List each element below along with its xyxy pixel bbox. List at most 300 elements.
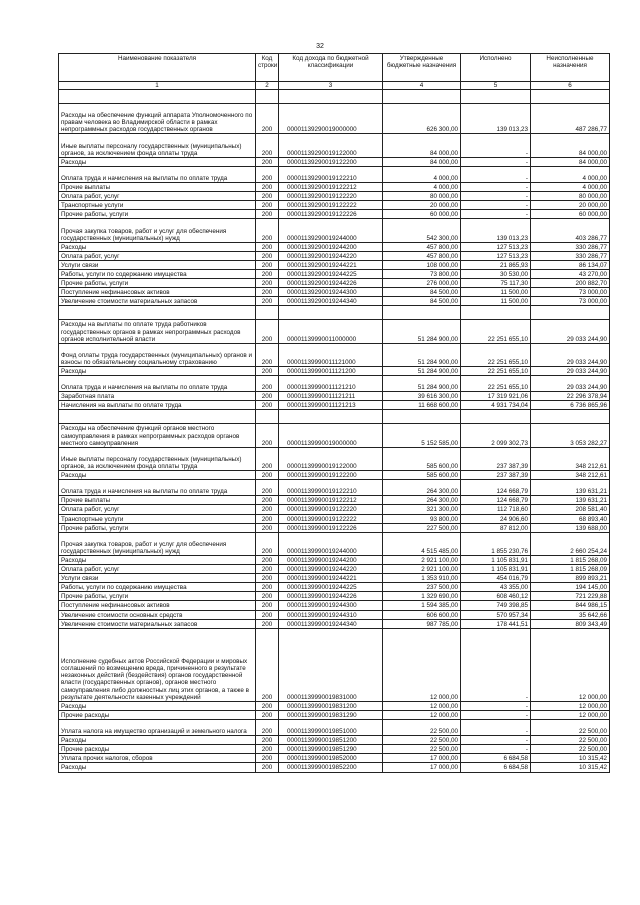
table-row <box>59 754 610 763</box>
row-name: Транспортные услуги <box>59 201 256 210</box>
spacer-cell <box>59 90 256 104</box>
spacer-cell <box>531 410 610 424</box>
row-name: Расходы на выплаты по оплате труда работников государственных органов в рамках непрограммных расходов органов исполнительной власти <box>59 320 256 343</box>
row-name: Расходы <box>59 701 256 710</box>
row-executed: 1 105 831,91 <box>461 556 531 565</box>
row-executed: 237 387,39 <box>461 447 531 470</box>
table-row <box>59 288 610 297</box>
row-line-code: 200 <box>256 763 279 772</box>
table-row <box>59 210 610 219</box>
table-row <box>59 366 610 375</box>
row-name: Услуги связи <box>59 574 256 583</box>
row-remaining: 348 212,61 <box>531 447 610 470</box>
row-approved: 80 000,00 <box>383 192 461 201</box>
row-line-code: 200 <box>256 471 279 480</box>
row-remaining: 22 296 378,94 <box>531 392 610 401</box>
table-row <box>59 297 610 306</box>
row-name: Иные выплаты персоналу государственных (муниципальных) органов, за исключением фонда оплаты труда <box>59 447 256 470</box>
row-remaining: 29 033 244,90 <box>531 366 610 375</box>
table-row <box>59 192 610 201</box>
row-executed: 6 684,58 <box>461 763 531 772</box>
row-name: Прочие работы, услуги <box>59 523 256 532</box>
row-executed: 22 251 655,10 <box>461 343 531 366</box>
row-classification-code: 00001139990019851200 <box>279 736 383 745</box>
row-classification-code: 00001139990019244221 <box>279 574 383 583</box>
column-index: 2 <box>256 82 279 90</box>
row-approved: 51 284 900,00 <box>383 343 461 366</box>
row-name: Расходы <box>59 736 256 745</box>
row-executed: 237 387,39 <box>461 471 531 480</box>
spacer-cell <box>461 306 531 320</box>
row-executed: 1 105 831,91 <box>461 565 531 574</box>
row-approved: 1 329 690,00 <box>383 592 461 601</box>
row-name: Прочие расходы <box>59 710 256 719</box>
row-line-code: 200 <box>256 701 279 710</box>
row-approved: 1 353 910,00 <box>383 574 461 583</box>
table-row <box>59 523 610 532</box>
row-remaining: 60 000,00 <box>531 210 610 219</box>
row-executed: 127 513,23 <box>461 242 531 251</box>
row-classification-code: 00001139290019000000 <box>279 104 383 134</box>
spacer-cell <box>256 90 279 104</box>
row-name: Прочие работы, услуги <box>59 210 256 219</box>
row-approved: 93 800,00 <box>383 514 461 523</box>
row-remaining: 20 000,00 <box>531 201 610 210</box>
table-row <box>59 424 610 447</box>
header-line-code: Код строки <box>256 54 279 82</box>
row-classification-code: 00001139290019244200 <box>279 242 383 251</box>
row-remaining: 84 000,00 <box>531 157 610 166</box>
row-approved: 22 500,00 <box>383 745 461 754</box>
row-classification-code: 00001139990019244200 <box>279 556 383 565</box>
row-approved: 12 000,00 <box>383 628 461 701</box>
spacer-cell <box>279 410 383 424</box>
row-classification-code: 00001139290019244221 <box>279 260 383 269</box>
row-line-code: 200 <box>256 401 279 410</box>
row-name: Расходы <box>59 471 256 480</box>
row-line-code: 200 <box>256 134 279 157</box>
spacer-cell <box>256 410 279 424</box>
row-executed: 749 398,85 <box>461 601 531 610</box>
row-line-code: 200 <box>256 242 279 251</box>
row-approved: 626 300,00 <box>383 104 461 134</box>
row-approved: 12 000,00 <box>383 701 461 710</box>
table-row <box>59 583 610 592</box>
row-line-code: 200 <box>256 523 279 532</box>
row-executed: 22 251 655,10 <box>461 320 531 343</box>
row-name: Увеличение стоимости основных средств <box>59 610 256 619</box>
row-remaining: 22 500,00 <box>531 736 610 745</box>
row-name: Оплата работ, услуг <box>59 505 256 514</box>
row-line-code: 200 <box>256 556 279 565</box>
row-line-code: 200 <box>256 710 279 719</box>
table-row <box>59 745 610 754</box>
row-name: Начисления на выплаты по оплате труда <box>59 401 256 410</box>
spacer-cell <box>383 90 461 104</box>
row-approved: 17 000,00 <box>383 754 461 763</box>
row-approved: 108 000,00 <box>383 260 461 269</box>
row-executed: 1 855 230,76 <box>461 532 531 555</box>
row-classification-code: 00001139290019244226 <box>279 279 383 288</box>
spacer-row <box>59 410 610 424</box>
row-name: Расходы <box>59 157 256 166</box>
row-approved: 2 921 100,00 <box>383 565 461 574</box>
table-row <box>59 496 610 505</box>
row-remaining: 84 000,00 <box>531 134 610 157</box>
row-line-code: 200 <box>256 320 279 343</box>
row-name: Поступление нефинансовых активов <box>59 601 256 610</box>
row-name: Увеличение стоимости материальных запасов <box>59 619 256 628</box>
row-remaining: 721 229,88 <box>531 592 610 601</box>
row-remaining: 35 642,66 <box>531 610 610 619</box>
row-approved: 542 300,00 <box>383 219 461 242</box>
row-executed: 22 251 655,10 <box>461 376 531 392</box>
row-classification-code: 00001139990019852000 <box>279 754 383 763</box>
row-classification-code: 00001139990019244220 <box>279 565 383 574</box>
table-row <box>59 610 610 619</box>
row-classification-code: 00001139990019852200 <box>279 763 383 772</box>
row-classification-code: 00001139290019244340 <box>279 297 383 306</box>
row-executed: - <box>461 210 531 219</box>
row-line-code: 200 <box>256 736 279 745</box>
row-approved: 2 921 100,00 <box>383 556 461 565</box>
spacer-cell <box>279 90 383 104</box>
row-line-code: 200 <box>256 343 279 366</box>
table-row <box>59 201 610 210</box>
table-row <box>59 270 610 279</box>
row-executed: - <box>461 628 531 701</box>
row-classification-code: 00001139990019122200 <box>279 471 383 480</box>
spacer-cell <box>531 306 610 320</box>
row-approved: 585 600,00 <box>383 447 461 470</box>
row-line-code: 200 <box>256 270 279 279</box>
row-name: Расходы <box>59 366 256 375</box>
row-remaining: 194 145,00 <box>531 583 610 592</box>
row-classification-code: 00001139290019122222 <box>279 201 383 210</box>
row-name: Оплата труда и начисления на выплаты по оплате труда <box>59 376 256 392</box>
column-index: 5 <box>461 82 531 90</box>
row-line-code: 200 <box>256 219 279 242</box>
table-row <box>59 505 610 514</box>
row-classification-code: 00001139290019244000 <box>279 219 383 242</box>
row-remaining: 22 500,00 <box>531 745 610 754</box>
spacer-cell <box>383 410 461 424</box>
row-approved: 22 500,00 <box>383 736 461 745</box>
row-remaining: 6 736 865,96 <box>531 401 610 410</box>
row-executed: 75 117,30 <box>461 279 531 288</box>
row-remaining: 73 000,00 <box>531 288 610 297</box>
row-classification-code: 00001139990019831200 <box>279 701 383 710</box>
row-classification-code: 00001139290019244220 <box>279 251 383 260</box>
row-remaining: 29 033 244,90 <box>531 376 610 392</box>
table-row <box>59 514 610 523</box>
row-approved: 60 000,00 <box>383 210 461 219</box>
header-remaining: Неисполненные назначения <box>531 54 610 82</box>
row-approved: 17 000,00 <box>383 763 461 772</box>
row-executed: - <box>461 710 531 719</box>
table-row <box>59 763 610 772</box>
row-classification-code: 00001139990019000000 <box>279 424 383 447</box>
row-classification-code: 00001139290019122212 <box>279 183 383 192</box>
row-executed: - <box>461 736 531 745</box>
row-executed: 24 906,60 <box>461 514 531 523</box>
row-name: Прочие выплаты <box>59 496 256 505</box>
row-approved: 457 800,00 <box>383 251 461 260</box>
row-remaining: 68 893,40 <box>531 514 610 523</box>
row-name: Услуги связи <box>59 260 256 269</box>
row-remaining: 1 815 268,09 <box>531 556 610 565</box>
column-index-row <box>59 82 610 90</box>
row-executed: - <box>461 166 531 182</box>
row-remaining: 3 053 282,27 <box>531 424 610 447</box>
row-name: Оплата работ, услуг <box>59 192 256 201</box>
row-classification-code: 00001139990019122210 <box>279 480 383 496</box>
table-row <box>59 104 610 134</box>
row-executed: 17 319 921,06 <box>461 392 531 401</box>
row-name: Прочие работы, услуги <box>59 279 256 288</box>
row-executed: - <box>461 719 531 735</box>
row-executed: - <box>461 183 531 192</box>
table-row <box>59 166 610 182</box>
spacer-cell <box>59 306 256 320</box>
row-remaining: 29 033 244,90 <box>531 343 610 366</box>
spacer-cell <box>461 90 531 104</box>
table-row <box>59 719 610 735</box>
row-remaining: 139 688,00 <box>531 523 610 532</box>
row-approved: 84 000,00 <box>383 157 461 166</box>
row-remaining: 348 212,61 <box>531 471 610 480</box>
row-approved: 51 284 900,00 <box>383 376 461 392</box>
row-name: Увеличение стоимости материальных запасов <box>59 297 256 306</box>
row-remaining: 139 631,21 <box>531 496 610 505</box>
row-executed: 11 500,00 <box>461 297 531 306</box>
row-line-code: 200 <box>256 583 279 592</box>
row-name: Работы, услуги по содержанию имущества <box>59 583 256 592</box>
row-name: Расходы <box>59 763 256 772</box>
row-remaining: 208 581,40 <box>531 505 610 514</box>
row-executed: 87 812,00 <box>461 523 531 532</box>
row-line-code: 200 <box>256 279 279 288</box>
table-row <box>59 183 610 192</box>
row-name: Оплата работ, услуг <box>59 251 256 260</box>
row-name: Расходы <box>59 242 256 251</box>
row-remaining: 403 286,77 <box>531 219 610 242</box>
row-name: Заработная плата <box>59 392 256 401</box>
row-approved: 84 500,00 <box>383 288 461 297</box>
row-name: Расходы <box>59 556 256 565</box>
row-remaining: 22 500,00 <box>531 719 610 735</box>
row-name: Исполнение судебных актов Российской Федерации и мировых соглашений по возмещению вреда, причиненного в результате незаконных действий (бездействия) органов государственной власти (государственных органов), органов местного самоуправления либо должностных лиц этих органов, а также в результате деятельности казенных учреждений <box>59 628 256 701</box>
table-row <box>59 376 610 392</box>
row-classification-code: 00001139990019851290 <box>279 745 383 754</box>
row-executed: 124 668,79 <box>461 480 531 496</box>
spacer-cell <box>383 306 461 320</box>
row-name: Прочая закупка товаров, работ и услуг для обеспечения государственных (муниципальных) нужд <box>59 219 256 242</box>
row-remaining: 844 986,15 <box>531 601 610 610</box>
table-row <box>59 447 610 470</box>
table-row <box>59 480 610 496</box>
row-approved: 22 500,00 <box>383 719 461 735</box>
row-line-code: 200 <box>256 447 279 470</box>
row-approved: 20 000,00 <box>383 201 461 210</box>
table-row <box>59 619 610 628</box>
table-row <box>59 343 610 366</box>
row-classification-code: 00001139290019122220 <box>279 192 383 201</box>
spacer-cell <box>256 306 279 320</box>
row-approved: 276 000,00 <box>383 279 461 288</box>
row-executed: 570 957,34 <box>461 610 531 619</box>
table-row <box>59 710 610 719</box>
table-row <box>59 532 610 555</box>
row-line-code: 200 <box>256 565 279 574</box>
row-line-code: 200 <box>256 619 279 628</box>
table-row <box>59 574 610 583</box>
row-classification-code: 00001139990011121000 <box>279 343 383 366</box>
row-classification-code: 00001139990019244340 <box>279 619 383 628</box>
table-row <box>59 134 610 157</box>
row-line-code: 200 <box>256 210 279 219</box>
row-line-code: 200 <box>256 201 279 210</box>
row-approved: 606 600,00 <box>383 610 461 619</box>
row-classification-code: 00001139990011121213 <box>279 401 383 410</box>
table-row <box>59 320 610 343</box>
row-line-code: 200 <box>256 719 279 735</box>
row-approved: 1 594 385,00 <box>383 601 461 610</box>
spacer-cell <box>279 306 383 320</box>
row-approved: 227 500,00 <box>383 523 461 532</box>
row-name: Иные выплаты персоналу государственных (муниципальных) органов, за исключением фонда оплаты труда <box>59 134 256 157</box>
row-line-code: 200 <box>256 183 279 192</box>
row-executed: - <box>461 745 531 754</box>
row-approved: 12 000,00 <box>383 710 461 719</box>
table-row <box>59 157 610 166</box>
row-line-code: 200 <box>256 505 279 514</box>
row-remaining: 4 000,00 <box>531 166 610 182</box>
row-executed: 178 441,51 <box>461 619 531 628</box>
row-executed: 22 251 655,10 <box>461 366 531 375</box>
row-remaining: 12 000,00 <box>531 628 610 701</box>
row-classification-code: 00001139990019244310 <box>279 610 383 619</box>
row-remaining: 899 893,21 <box>531 574 610 583</box>
row-approved: 5 152 585,00 <box>383 424 461 447</box>
table-row <box>59 601 610 610</box>
row-approved: 51 284 900,00 <box>383 320 461 343</box>
table-row <box>59 260 610 269</box>
row-line-code: 200 <box>256 157 279 166</box>
row-approved: 585 600,00 <box>383 471 461 480</box>
row-name: Прочая закупка товаров, работ и услуг для обеспечения государственных (муниципальных) нужд <box>59 532 256 555</box>
row-classification-code: 00001139290019122000 <box>279 134 383 157</box>
row-name: Поступление нефинансовых активов <box>59 288 256 297</box>
row-approved: 11 668 600,00 <box>383 401 461 410</box>
row-approved: 987 785,00 <box>383 619 461 628</box>
row-name: Прочие выплаты <box>59 183 256 192</box>
row-remaining: 200 882,70 <box>531 279 610 288</box>
column-index: 3 <box>279 82 383 90</box>
row-executed: 139 013,23 <box>461 219 531 242</box>
row-line-code: 200 <box>256 288 279 297</box>
row-executed: 112 718,60 <box>461 505 531 514</box>
spacer-cell <box>461 410 531 424</box>
row-line-code: 200 <box>256 192 279 201</box>
row-classification-code: 00001139290019122200 <box>279 157 383 166</box>
row-executed: 4 931 734,04 <box>461 401 531 410</box>
column-index: 1 <box>59 82 256 90</box>
table-row <box>59 279 610 288</box>
row-classification-code: 00001139290019244300 <box>279 288 383 297</box>
row-approved: 4 000,00 <box>383 183 461 192</box>
row-classification-code: 00001139990011121211 <box>279 392 383 401</box>
table-row <box>59 628 610 701</box>
row-classification-code: 00001139990019122000 <box>279 447 383 470</box>
row-line-code: 200 <box>256 251 279 260</box>
row-remaining: 29 033 244,90 <box>531 320 610 343</box>
row-remaining: 12 000,00 <box>531 701 610 710</box>
row-executed: 21 865,93 <box>461 260 531 269</box>
table-row <box>59 471 610 480</box>
row-approved: 321 300,00 <box>383 505 461 514</box>
row-remaining: 1 815 268,09 <box>531 565 610 574</box>
spacer-cell <box>531 90 610 104</box>
row-remaining: 43 270,00 <box>531 270 610 279</box>
row-executed: 124 668,79 <box>461 496 531 505</box>
row-remaining: 330 286,77 <box>531 251 610 260</box>
row-approved: 4 515 485,00 <box>383 532 461 555</box>
row-executed: - <box>461 134 531 157</box>
row-remaining: 12 000,00 <box>531 710 610 719</box>
row-name: Расходы на обеспечение функций аппарата Уполномоченного по правам человека во Владимирской области в рамках непрограммных расходов государственных органов <box>59 104 256 134</box>
table-row <box>59 565 610 574</box>
row-line-code: 200 <box>256 104 279 134</box>
row-name: Фонд оплаты труда государственных (муниципальных) органов и взносы по обязательному социальному страхованию <box>59 343 256 366</box>
row-name: Прочие работы, услуги <box>59 592 256 601</box>
column-index: 4 <box>383 82 461 90</box>
row-line-code: 200 <box>256 480 279 496</box>
row-line-code: 200 <box>256 592 279 601</box>
row-approved: 457 800,00 <box>383 242 461 251</box>
row-line-code: 200 <box>256 628 279 701</box>
row-classification-code: 00001139990019851000 <box>279 719 383 735</box>
header-indicator-name: Наименование показателя <box>59 54 256 82</box>
table-row <box>59 736 610 745</box>
row-executed: 608 460,12 <box>461 592 531 601</box>
row-name: Прочие расходы <box>59 745 256 754</box>
row-line-code: 200 <box>256 366 279 375</box>
row-executed: 127 513,23 <box>461 251 531 260</box>
row-executed: - <box>461 192 531 201</box>
table-row <box>59 251 610 260</box>
page-number: 32 <box>316 43 324 50</box>
table-row <box>59 219 610 242</box>
row-approved: 237 500,00 <box>383 583 461 592</box>
row-remaining: 2 660 254,24 <box>531 532 610 555</box>
header-classification-code: Код дохода по бюджетной классификации <box>279 54 383 82</box>
row-executed: 454 016,79 <box>461 574 531 583</box>
row-name: Оплата труда и начисления на выплаты по оплате труда <box>59 166 256 182</box>
table-row <box>59 592 610 601</box>
row-line-code: 200 <box>256 532 279 555</box>
row-classification-code: 00001139290019122226 <box>279 210 383 219</box>
row-name: Уплата прочих налогов, сборов <box>59 754 256 763</box>
table-row <box>59 401 610 410</box>
table-row <box>59 556 610 565</box>
row-name: Оплата труда и начисления на выплаты по оплате труда <box>59 480 256 496</box>
row-executed: 139 013,23 <box>461 104 531 134</box>
row-executed: - <box>461 201 531 210</box>
row-approved: 51 284 900,00 <box>383 366 461 375</box>
row-executed: 30 530,00 <box>461 270 531 279</box>
row-remaining: 139 631,21 <box>531 480 610 496</box>
